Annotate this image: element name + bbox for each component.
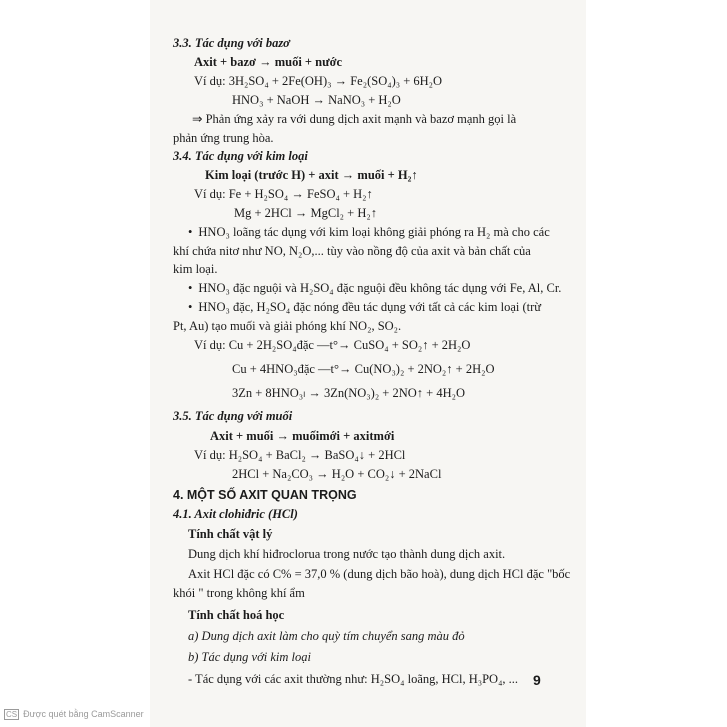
general-equation: Axit + muối → muốimới + axitmới: [210, 429, 395, 443]
subheading: Tính chất vật lý: [188, 527, 273, 541]
subheading: Tính chất hoá học: [188, 608, 285, 622]
text-line: Dung dịch khí hiđroclorua trong nước tạo thành dung dịch axit.: [188, 547, 506, 561]
text-line: - Tác dụng với các axit thường như: H₂SO₄ loãng, HCl, H₃PO₄, ...: [188, 672, 519, 686]
heading-3-3: 3.3. Tác dụng với bazơ: [173, 36, 290, 50]
text-line: Axit HCl đặc có C% = 37,0 % (dung dịch bão hoà), dung dịch HCl đặc "bốc: [188, 567, 571, 581]
scanner-footer: [4, 709, 144, 720]
text-line: ⇒ Phản ứng xảy ra với dung dịch axit mạnh và bazơ mạnh gọi là: [192, 112, 517, 126]
bullet-item: • HNO₃ loãng tác dụng với kim loại không giải phóng ra H₂ mà cho các: [188, 224, 550, 240]
footer-text: Được quét bằng CamScanner: [23, 709, 144, 719]
heading-3-5: 3.5. Tác dụng với muối: [173, 409, 293, 423]
general-equation: Axit + bazơ → muối + nước: [194, 55, 343, 69]
text-line: kim loại.: [173, 262, 218, 276]
page-number: 9: [533, 672, 541, 688]
heading-4-1: 4.1. Axit clohiđric (HCl): [173, 507, 298, 521]
equation-line: Mg + 2HCl → MgCl₂ + H₂↑: [234, 206, 377, 220]
text-line: Pt, Au) tạo muối và giải phóng khí NO₂, SO₂.: [173, 319, 402, 333]
text-line: khí chứa nitơ như NO, N₂O,... tùy vào nồng độ của axit và bản chất của: [173, 244, 531, 258]
heading-3-4: 3.4. Tác dụng với kim loại: [173, 149, 308, 163]
example-line: Ví dụ: 3H₂SO₄ + 2Fe(OH)₃ → Fe₂(SO₄)₃ + 6H₂O: [194, 74, 443, 88]
example-line: Ví dụ: H₂SO₄ + BaCl₂ → BaSO₄↓ + 2HCl: [194, 448, 406, 462]
general-equation: Kim loại (trước H) + axit → muối + H₂↑: [205, 168, 418, 182]
text-line: phản ứng trung hòa.: [173, 131, 274, 145]
example-line: Ví dụ: Cu + 2H₂SO₄đặc —t°→ CuSO₄ + SO₂↑ + 2H₂O: [194, 338, 471, 352]
text-line: a) Dung dịch axit làm cho quỳ tím chuyển sang màu đỏ: [188, 629, 465, 643]
equation-line: HNO₃ + NaOH → NaNO₃ + H₂O: [232, 93, 401, 107]
equation-line: 3Zn + 8HNO₃ₗ → 3Zn(NO₃)₂ + 2NO↑ + 4H₂O: [232, 386, 465, 400]
text-line: khói " trong không khí ẩm: [173, 586, 305, 600]
bullet-item: • HNO₃ đặc nguội và H₂SO₄ đặc nguội đều không tác dụng với Fe, Al, Cr.: [188, 280, 561, 296]
equation-line: Cu + 4HNO₃đặc —t°→ Cu(NO₃)₂ + 2NO₂↑ + 2H₂O: [232, 362, 495, 376]
equation-line: 2HCl + Na₂CO₃ → H₂O + CO₂↓ + 2NaCl: [232, 467, 442, 481]
text-line: b) Tác dụng với kim loại: [188, 650, 311, 664]
camscanner-logo-icon: CS: [6, 710, 18, 719]
bullet-item: • HNO₃ đặc, H₂SO₄ đặc nóng đều tác dụng với tất cả các kim loại (trừ: [188, 299, 541, 315]
example-line: Ví dụ: Fe + H₂SO₄ → FeSO₄ + H₂↑: [194, 187, 373, 201]
heading-4: 4. MỘT SỐ AXIT QUAN TRỌNG: [173, 488, 357, 502]
